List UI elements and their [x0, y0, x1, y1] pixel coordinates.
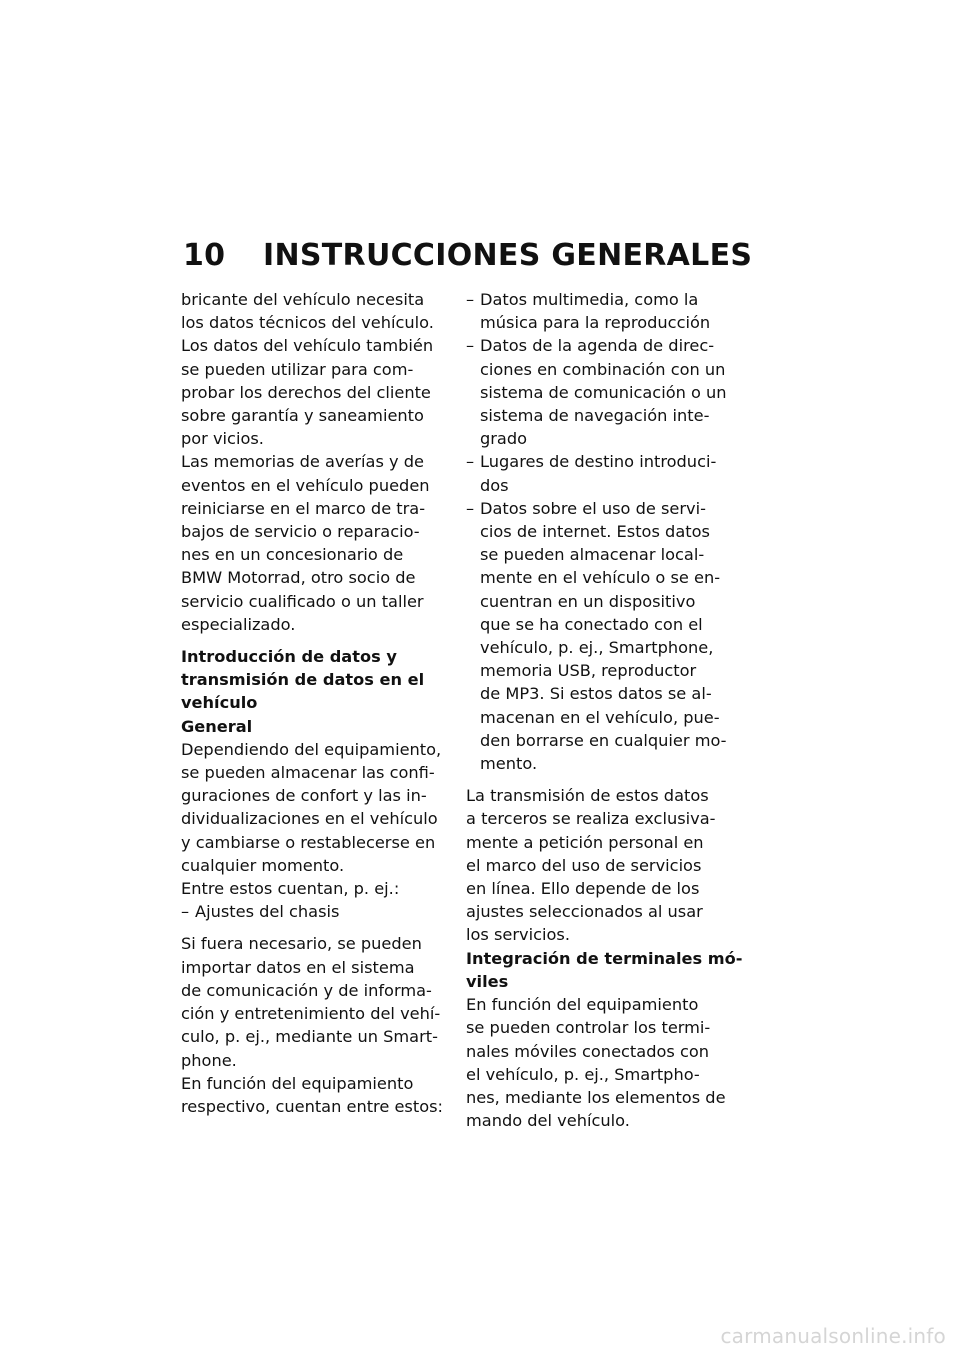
text-line: Datos multimedia, como la [480, 290, 699, 309]
paragraph [466, 993, 742, 1132]
text-line: nales móviles conectados con [466, 1041, 710, 1061]
list-item [466, 288, 742, 334]
text-line: Entre estos cuentan, p. ej.: [181, 879, 400, 899]
text-line: Las memorias de averías y de [181, 452, 425, 472]
text-line: cuentran en un dispositivo [480, 591, 696, 611]
page-header [183, 238, 752, 273]
paragraph [181, 1072, 453, 1118]
text-line: y cambiarse o restablecerse en [181, 832, 436, 852]
text-line: mente en el vehículo o se en- [480, 568, 721, 588]
list-marker: – [466, 336, 475, 356]
text-line: culo, p. ej., mediante un Smart- [181, 1027, 438, 1047]
text-line: se pueden utilizar para com- [181, 359, 414, 379]
text-line: a terceros se realiza exclusiva- [466, 809, 716, 829]
heading-line: transmisión de datos en el [181, 670, 425, 690]
text-line: mente a petición personal en [466, 832, 704, 852]
list-item [466, 450, 742, 496]
text-line: se pueden almacenar local- [480, 545, 705, 565]
text-line: Dependiendo del equipamiento, [181, 739, 442, 759]
list-item-first-line [466, 450, 742, 473]
text-line: cios de internet. Estos datos [480, 522, 710, 542]
list-item [466, 497, 742, 775]
text-line: memoria USB, reproductor [480, 661, 697, 681]
left-column [181, 288, 453, 1118]
list-item-first-line [466, 288, 742, 311]
text-line: bricante del vehículo necesita [181, 290, 425, 309]
list-item [466, 334, 742, 450]
text-line: respectivo, cuentan entre estos: [181, 1096, 443, 1116]
bullet-list [466, 288, 742, 775]
paragraph [181, 450, 453, 636]
text-line: de comunicación y de informa- [181, 980, 432, 1000]
spacer [466, 775, 742, 784]
text-line: probar los derechos del cliente [181, 382, 431, 402]
text-line: dividualizaciones en el vehículo [181, 809, 438, 829]
text-line: en línea. Ello depende de los [466, 879, 700, 899]
heading-line: Introducción de datos y [181, 647, 397, 667]
text-line: En función del equipamiento [181, 1073, 414, 1093]
text-line: La transmisión de estos datos [466, 786, 709, 806]
text-line: ciones en combinación con un [480, 359, 726, 379]
text-line: eventos en el vehículo pueden [181, 475, 430, 495]
text-line: cualquier momento. [181, 855, 345, 875]
spacer [181, 923, 453, 932]
text-line: BMW Motorrad, otro socio de [181, 568, 416, 588]
text-line: Datos de la agenda de direc- [480, 336, 715, 356]
text-line: se pueden controlar los termi- [466, 1018, 711, 1038]
list-marker: – [466, 290, 475, 309]
text-line: grado [480, 429, 528, 449]
text-line: den borrarse en cualquier mo- [480, 730, 727, 750]
text-line: Lugares de destino introduci- [480, 452, 717, 472]
text-line: Si fuera necesario, se pueden [181, 934, 422, 954]
text-line: nes en un concesionario de [181, 545, 404, 565]
text-line: Los datos del vehículo también [181, 336, 434, 356]
section-title: INSTRUCCIONES GENERALES [263, 238, 753, 273]
text-line: el vehículo, p. ej., Smartpho- [466, 1064, 700, 1084]
text-line: nes, mediante los elementos de [466, 1087, 726, 1107]
text-line: servicio cualificado o un taller [181, 591, 424, 611]
section-heading [181, 645, 453, 715]
list-marker: – [181, 902, 190, 922]
text-line: música para la reproducción [480, 313, 711, 333]
text-line: importar datos en el sistema [181, 957, 415, 977]
heading-line: Integración de terminales mó- [466, 948, 743, 968]
text-line: phone. [181, 1050, 237, 1070]
text-line: los servicios. [466, 925, 570, 945]
spacer [181, 636, 453, 645]
paragraph [181, 932, 453, 1071]
text-line: En función del equipamiento [466, 995, 699, 1015]
text-line: sistema de comunicación o un [480, 382, 727, 402]
text-line: sobre garantía y saneamiento [181, 406, 424, 426]
section-heading [466, 947, 742, 993]
paragraph [466, 784, 742, 946]
text-line: especializado. [181, 614, 296, 634]
right-column [466, 288, 742, 1132]
heading-line: vehículo [181, 693, 258, 713]
text-line: macenan en el vehículo, pue- [480, 707, 720, 727]
list-item-first-line [466, 497, 742, 520]
text-line: mento. [480, 754, 538, 774]
text-line: de MP3. Si estos datos se al- [480, 684, 712, 704]
paragraph [181, 288, 453, 450]
list-marker: – [466, 452, 475, 472]
text-line: dos [480, 475, 509, 495]
paragraph [181, 738, 453, 877]
list-item [181, 900, 453, 923]
text-line: el marco del uso de servicios [466, 855, 702, 875]
text-line: bajos de servicio o reparacio- [181, 522, 420, 542]
text-line: mando del vehículo. [466, 1111, 630, 1131]
page-number: 10 [183, 238, 226, 273]
text-line: ajustes seleccionados al usar [466, 902, 703, 922]
list-item-first-line [466, 334, 742, 357]
watermark: carmanualsonline.info [720, 1324, 946, 1348]
text-line: vehículo, p. ej., Smartphone, [480, 638, 714, 658]
text-line: guraciones de confort y las in- [181, 786, 427, 806]
subsection-heading: General [181, 716, 253, 736]
text-line: los datos técnicos del vehículo. [181, 313, 434, 333]
text-line: se pueden almacenar las confi- [181, 763, 435, 783]
list-marker: – [466, 498, 475, 518]
text-line: que se ha conectado con el [480, 614, 703, 634]
text-line: por vicios. [181, 429, 264, 449]
heading-line: viles [466, 971, 509, 991]
list-item-text: Ajustes del chasis [195, 902, 340, 922]
text-line: ción y entretenimiento del vehí- [181, 1004, 441, 1024]
text-line: reiniciarse en el marco de tra- [181, 498, 426, 518]
text-line: sistema de navegación inte- [480, 406, 710, 426]
text-line: Datos sobre el uso de servi- [480, 498, 706, 518]
